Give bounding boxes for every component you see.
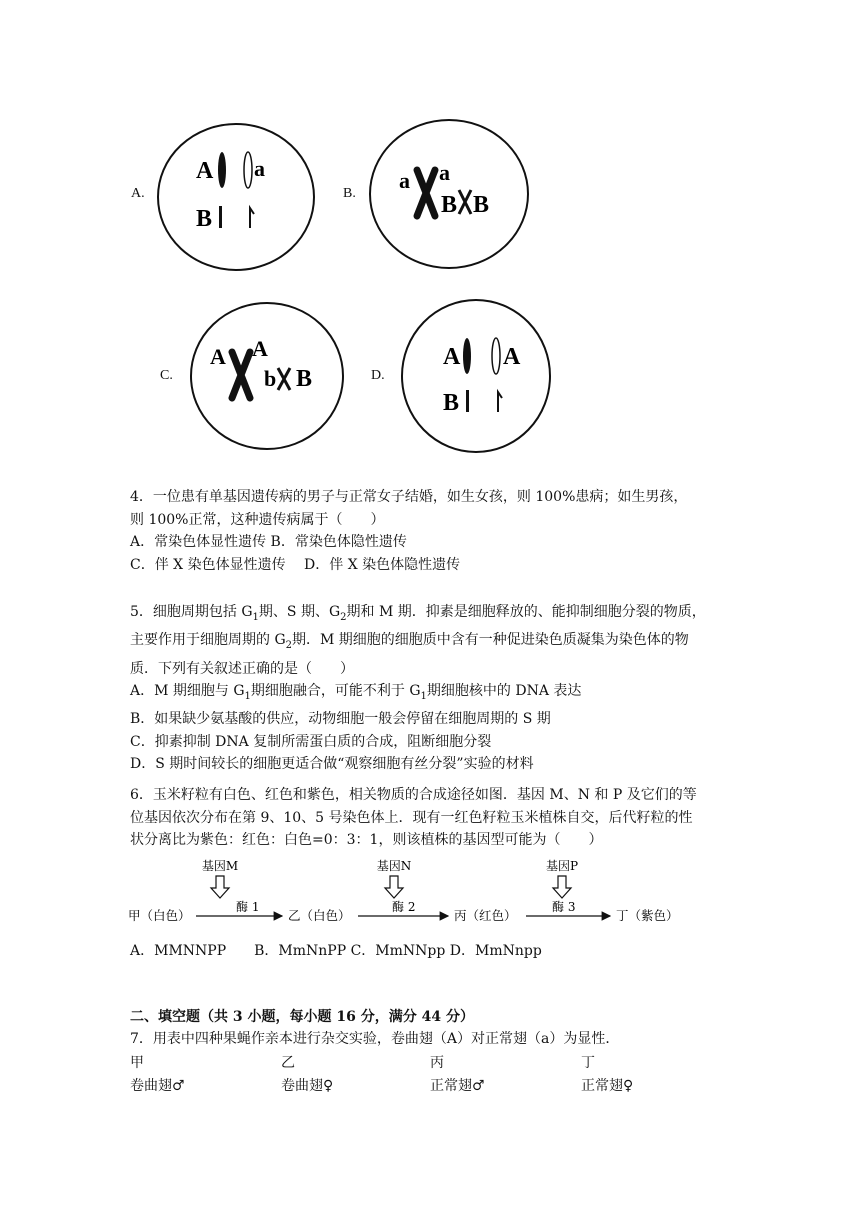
gene-label: b [264,366,277,391]
table-header: 甲 [130,1055,144,1071]
substance-jia: 甲（白色） [128,908,191,923]
cell-diagram-a [156,122,316,272]
table-cell: 卷曲翅♂ [130,1078,185,1094]
substance-yi: 乙（白色） [288,908,351,923]
answer-option-b: B．如果缺少氨基酸的供应，动物细胞一般会停留在细胞周期的 S 期 [130,711,551,728]
option-c-label: C. [160,368,173,383]
table-cell: 正常翅♂ [430,1078,485,1094]
cell-diagram-c [188,300,346,452]
question-text: 5．细胞周期包括 $G_1$期、S 期、$G_2$期和 M 期．抑素是细胞释放的、能抑制细胞分裂的物质， [130,604,706,623]
question-4 [130,486,730,576]
cell-diagram-d [399,298,554,455]
answer-option-a: A．M 期细胞与 $G_1$期细胞融合，可能不利于 $G_1$期细胞核中的 DNA 表达 [130,683,582,702]
table-header: 丁 [581,1055,595,1071]
table-header: 丙 [430,1055,444,1071]
cell-diagram-b [367,118,532,270]
table-cell: 卷曲翅♀ [281,1078,334,1094]
section-title: 二、填空题（共 3 小题，每小题 16 分，满分 44 分） [130,1009,474,1025]
question-text: 主要作用于细胞周期的 $G_2$期．M 期细胞的细胞质中含有一种促进染色质凝集为染色体的物 [130,632,689,652]
answer-option-c: C．抑素抑制 DNA 复制所需蛋白质的合成，阻断细胞分裂 [130,733,492,750]
question-6-options [130,940,730,963]
gene-p-label: 基因P [545,859,579,873]
gene-label: B [296,366,313,392]
enzyme-1-label: 酶 1 [236,900,260,914]
table-header: 乙 [281,1055,295,1071]
gene-label: B [196,206,213,232]
enzyme-2-label: 酶 2 [392,900,416,914]
answer-options: A．MMNNPP B．MmNnPP C．MmNNpp D．MmNnpp [130,943,542,959]
gene-label: a [399,168,410,193]
question-5 [130,601,730,776]
gene-label: A [503,344,521,370]
gene-label: B [441,192,458,218]
gene-label: A [443,344,461,370]
option-a-label: A. [131,186,145,201]
gene-m-label: 基因M [201,859,239,873]
question-text: 4．一位患有单基因遗传病的男子与正常女子结婚，如生女孩，则 100%患病；如生男孩， [130,489,688,505]
gene-n-label: 基因N [376,859,412,873]
gene-label: B [443,390,460,416]
gene-label: A [210,344,226,369]
question-7 [130,1028,730,1051]
substance-bing: 丙（红色） [454,908,517,923]
gene-label: A [196,158,214,184]
answer-options: C．伴 X 染色体显性遗传 D．伴 X 染色体隐性遗传 [130,556,461,573]
option-d-label: D. [371,368,385,383]
question-text: 7．用表中四种果蝇作亲本进行杂交实验，卷曲翅（A）对正常翅（a）为显性． [130,1031,620,1047]
gene-label: A [252,336,268,361]
question-text: 则 100%正常，这种遗传病属于（ ） [130,511,385,528]
option-b-label: B. [343,186,356,201]
question-text: 状分离比为紫色：红色：白色=0：3：1，则该植株的基因型可能为（ ） [130,832,603,848]
enzyme-3-label: 酶 3 [552,900,576,914]
question-text: 6．玉米籽粒有白色、红色和紫色，相关物质的合成途径如图．基因 M、N 和 P 及它们的等 [130,787,697,803]
question-text: 位基因依次分布在第 9、10、5 号染色体上．现有一红色籽粒玉米植株自交，后代籽粒的性 [130,809,693,826]
question-6 [130,784,730,852]
gene-label: a [439,160,450,185]
gene-label: B [473,192,490,218]
answer-options: A．常染色体显性遗传 B．常染色体隐性遗传 [130,534,407,550]
substance-ding: 丁（紫色） [616,908,679,923]
gene-label: a [254,156,265,181]
synthesis-pathway-diagram [128,852,679,932]
table-cell: 正常翅♀ [581,1078,634,1094]
answer-option-d: D．S 期时间较长的细胞更适合做“观察细胞有丝分裂”实验的材料 [130,756,534,773]
question-text: 质．下列有关叙述正确的是（ ） [130,660,354,677]
